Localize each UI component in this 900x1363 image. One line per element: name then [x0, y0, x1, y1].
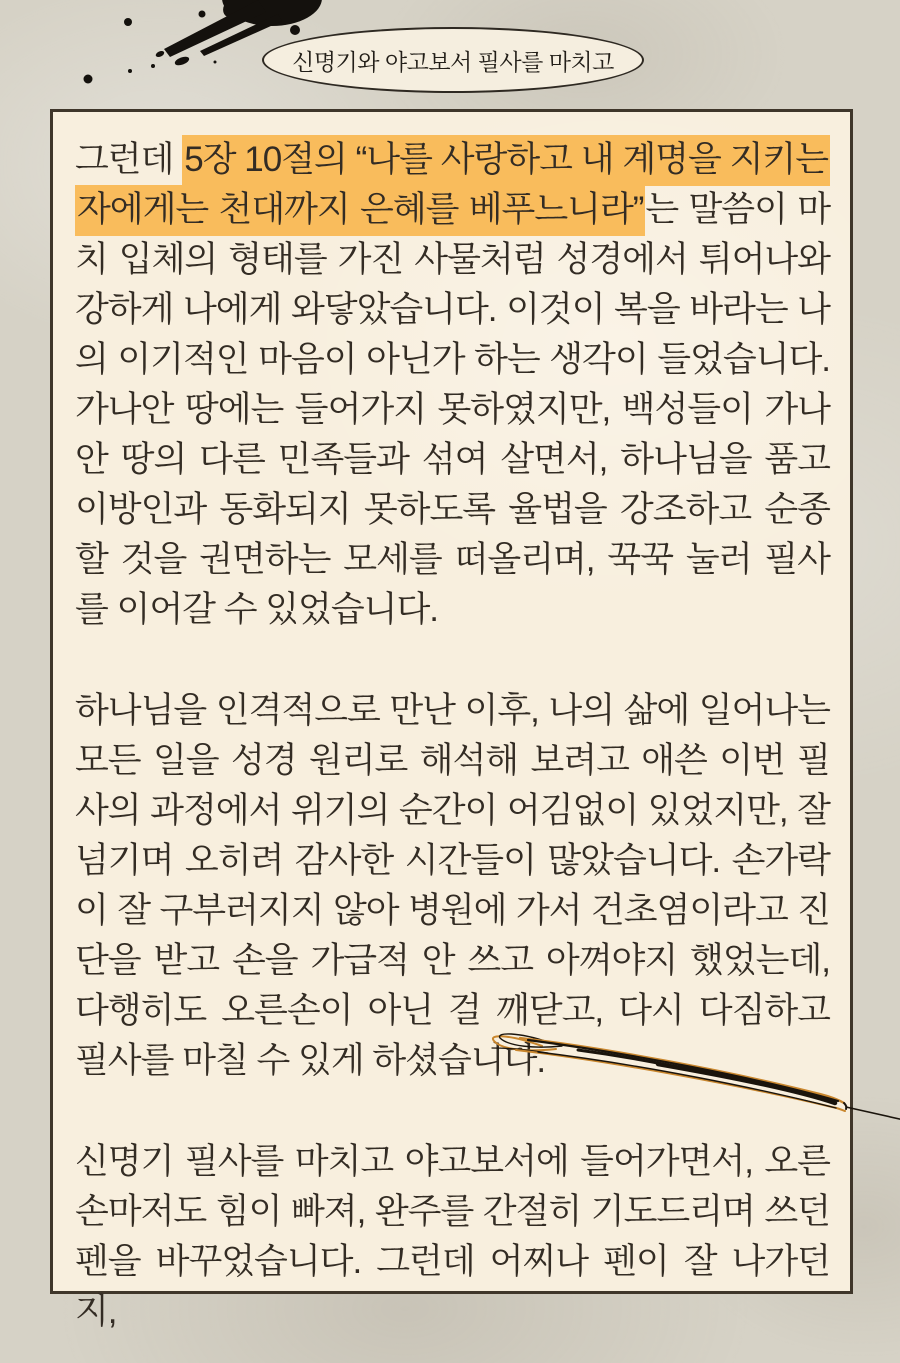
- paragraph-1: [75, 135, 830, 635]
- paragraph-1-text: 는 말씀이 마치 입체의 형태를 가진 사물처럼 성경에서 튀어나와 강하게 나에게 와닿았습니다. 이것이 복을 바라는 나의 이기적인 마음이 아닌가 하는 생각이 들었습니다. 가나안 땅에는 들어가지 못하였지만, 백성들이 가나안 땅의 다른 민족들과 섞여 살면서, 하나님을 품고 이방인과 동화되지 못하도록 율법을 강조하고 순종할 것을 권면하는 모세를 떠올리며, 꾹꾹 눌러 필사를 이어갈 수 있었습니다.: [75, 190, 831, 629]
- highlighted-verse: 5장 10절의 “나를 사랑하고 내 계명을 지키는 자에게는 천대까지 은혜를 베푸느니라”: [75, 135, 830, 236]
- title-badge-label: 신명기와 야고보서 필사를 마치고: [292, 48, 614, 75]
- pen-sketch-icon: [478, 1008, 900, 1128]
- paragraph-2: 하나님을 인격적으로 만난 이후, 나의 삶에 일어나는 모든 일을 성경 원리로 해석해 보려고 애쓴 이번 필사의 과정에서 위기의 순간이 어김없이 있었지만, 잘 넘기며 오히려 감사한 시간들이 많았습니다. 손가락이 잘 구부러지지 않아 병원에 가서 건초염이라고 진단을 받고 손을 가급적 안 쓰고 아껴야지 했었는데, 다행히도 오른손이 아닌 걸 깨닫고, 다시 다짐하고 필사를 마칠 수 있게 하셨습니다.: [75, 691, 830, 1080]
- paragraph-1-text: 그런데: [75, 140, 183, 179]
- title-badge: [262, 27, 644, 93]
- paragraph-3: 신명기 필사를 마치고 야고보서에 들어가면서, 오른손마저도 힘이 빠져, 완주를 간절히 기도드리며 쓰던 펜을 바꾸었습니다. 그런데 어찌나 펜이 잘 나가던지,: [75, 1142, 830, 1331]
